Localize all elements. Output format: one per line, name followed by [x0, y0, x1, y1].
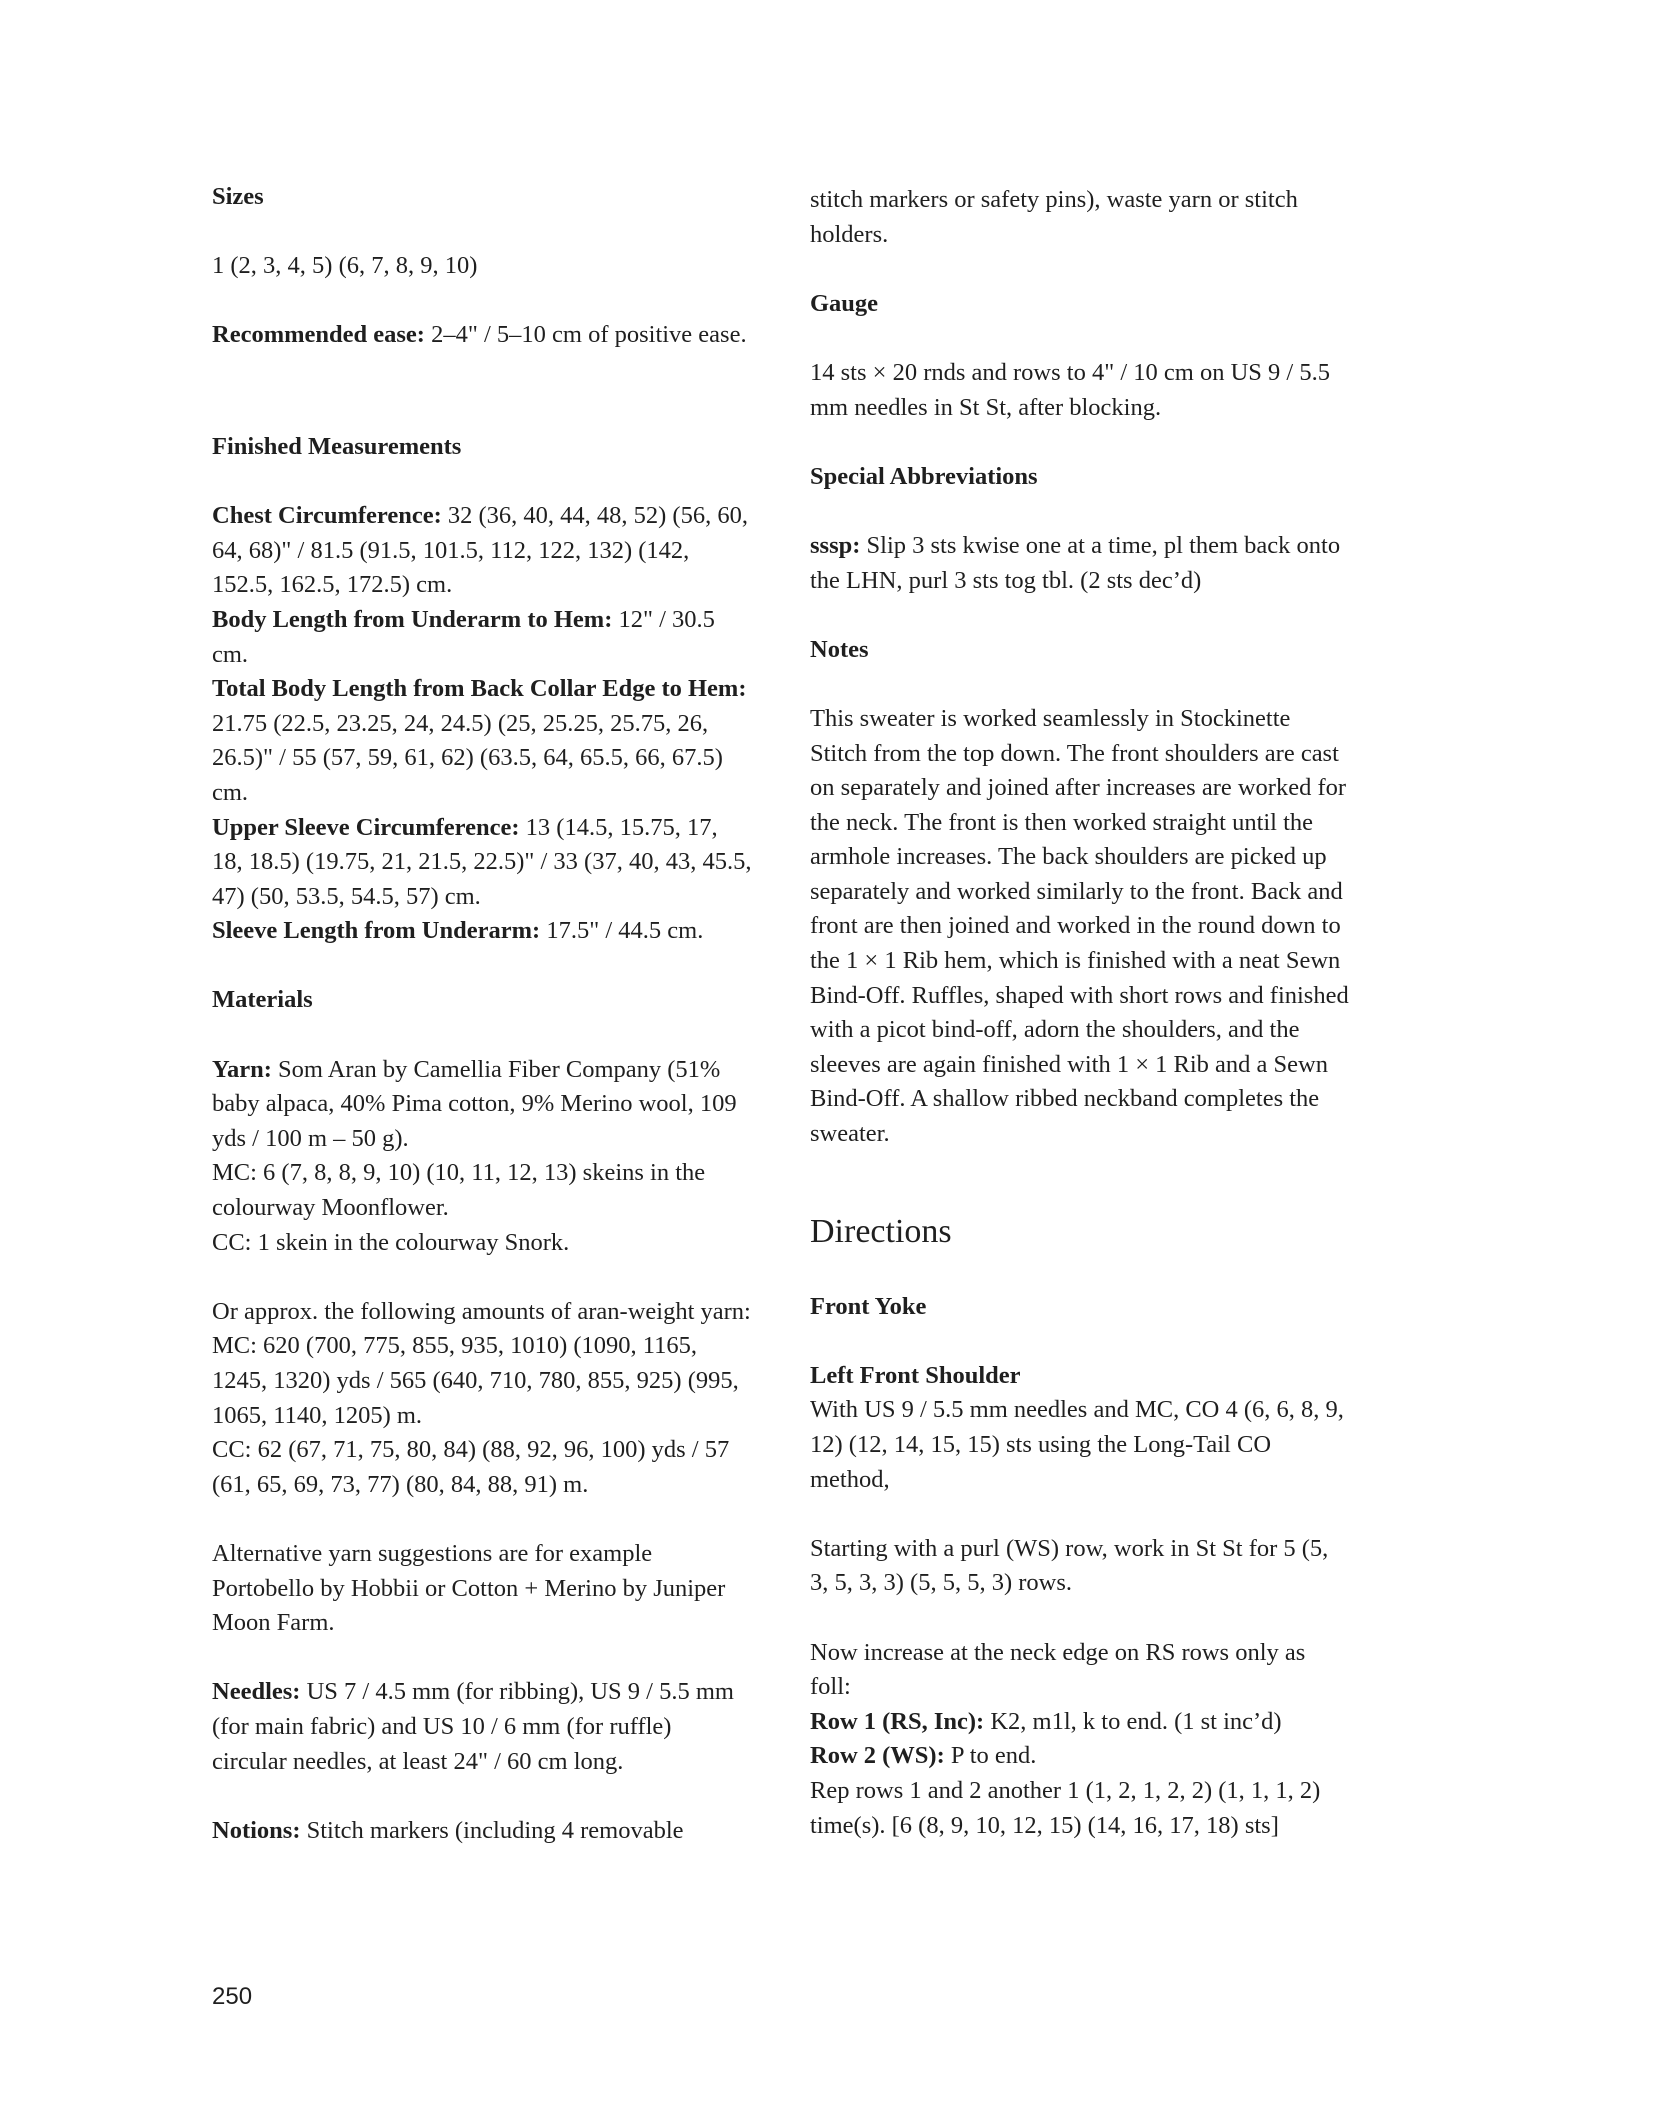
- notions-label: Notions:: [212, 1816, 301, 1844]
- left-front-shoulder-heading: Left Front Shoulder: [810, 1361, 1021, 1389]
- yarn-label: Yarn:: [212, 1055, 272, 1083]
- finished-measurements-heading: Finished Measurements: [212, 432, 462, 460]
- body-length-label: Body Length from Underarm to Hem:: [212, 605, 613, 633]
- page-number: 250: [212, 1983, 253, 2010]
- needles-text: US 7 / 4.5 mm (for ribbing), US 9 / 5.5 mm (for main fabric) and US 10 / 6 mm (for ruffle) circular needles, at least 24" / 60 cm long.: [212, 1678, 734, 1775]
- ease-paragraph: [212, 318, 752, 353]
- row1-text: K2, m1l, k to end. (1 st inc’d): [984, 1707, 1282, 1735]
- notions-text: Stitch markers (including 4 removable: [300, 1816, 684, 1844]
- sizes-text: 1 (2, 3, 4, 5) (6, 7, 8, 9, 10): [212, 252, 478, 280]
- gauge-text: 14 sts × 20 rnds and rows to 4" / 10 cm on US 9 / 5.5 mm needles in St St, after blocking.: [810, 358, 1330, 421]
- body-length-text: 12" / 30.5 cm.: [212, 605, 715, 668]
- special-abbreviations-heading: Special Abbreviations: [810, 462, 1038, 490]
- row1-label: Row 1 (RS, Inc):: [810, 1707, 985, 1735]
- upper-sleeve-paragraph: [212, 811, 752, 915]
- ease-label: Recommended ease:: [212, 321, 425, 349]
- notes-text: This sweater is worked seamlessly in Stockinette Stitch from the top down. The front shoulders are cast on separately and joined after increases are worked for the neck. The front is then worked straight until the armhole increases. The back shoulders are picked up separately and worked similarly to the front. Back and front are then joined and worked in the round down to the 1 × 1 Rib hem, which is finished with a neat Sewn Bind-Off. Ruffles, shaped with short rows and finished with a picot bind-off, adorn the shoulders, and the sleeves are again finished with 1 × 1 Rib and a Sewn Bind-Off. A shallow ribbed neckband completes the sweater.: [810, 704, 1349, 1148]
- front-yoke-heading: Front Yoke: [810, 1292, 927, 1320]
- sleeve-length-label: Sleeve Length from Underarm:: [212, 917, 541, 945]
- right-column: [810, 183, 1350, 1843]
- body-length-paragraph: [212, 603, 752, 672]
- chest-label: Chest Circumference:: [212, 502, 442, 530]
- notes-heading: Notes: [810, 635, 869, 663]
- sizes-heading: Sizes: [212, 183, 264, 210]
- repeat-text: Rep rows 1 and 2 another 1 (1, 2, 1, 2, 2) (1, 1, 1, 2) time(s). [6 (8, 9, 10, 12, 15) (14, 16, 17, 18) sts]: [810, 1776, 1321, 1839]
- upper-sleeve-text: 13 (14.5, 15.75, 17, 18, 18.5) (19.75, 21, 21.5, 22.5)" / 33 (37, 40, 43, 45.5, 47) (50, 53.5, 54.5, 57) cm.: [212, 813, 752, 910]
- approx-text: Or approx. the following amounts of aran-weight yarn:: [212, 1297, 751, 1325]
- sssp-text: Slip 3 sts kwise one at a time, pl them back onto the LHN, purl 3 sts tog tbl. (2 sts dec’d): [810, 531, 1341, 594]
- sssp-label: sssp:: [810, 531, 861, 559]
- yarn-paragraph: [212, 1053, 752, 1157]
- row2-text: P to end.: [944, 1742, 1037, 1770]
- gauge-heading: Gauge: [810, 289, 879, 317]
- total-length-paragraph: [212, 672, 752, 810]
- ease-text: 2–4" / 5–10 cm of positive ease.: [424, 321, 747, 349]
- row2-label: Row 2 (WS):: [810, 1742, 945, 1770]
- total-length-label: Total Body Length from Back Collar Edge to Hem:: [212, 675, 747, 703]
- sleeve-length-text: 17.5" / 44.5 cm.: [540, 917, 704, 945]
- sleeve-length-paragraph: [212, 914, 752, 949]
- alternative-yarn-text: Alternative yarn suggestions are for example Portobello by Hobbii or Cotton + Merino by Juniper Moon Farm.: [212, 1539, 726, 1637]
- total-length-text: 21.75 (22.5, 23.25, 24, 24.5) (25, 25.25, 25.75, 26, 26.5)" / 55 (57, 59, 61, 62) (63.5, 64, 65.5, 66, 67.5) cm.: [212, 709, 723, 806]
- cc-text: CC: 1 skein in the colourway Snork.: [212, 1228, 570, 1256]
- directions-heading: Directions: [810, 1212, 952, 1250]
- chest-text: 32 (36, 40, 44, 48, 52) (56, 60, 64, 68)" / 81.5 (91.5, 101.5, 112, 122, 132) (142, 152.5, 162.5, 172.5) cm.: [212, 502, 748, 599]
- row2-paragraph: [810, 1739, 1350, 1774]
- mc-text: MC: 6 (7, 8, 8, 9, 10) (10, 11, 12, 13) skeins in the colourway Moonflower.: [212, 1159, 706, 1222]
- left-column: [212, 180, 752, 1848]
- increase-text: Now increase at the neck edge on RS rows only as foll:: [810, 1638, 1306, 1701]
- needles-paragraph: [212, 1675, 752, 1779]
- materials-heading: Materials: [212, 986, 313, 1014]
- sssp-paragraph: [810, 529, 1350, 598]
- left-front-shoulder-text: With US 9 / 5.5 mm needles and MC, CO 4 (6, 6, 8, 9, 12) (12, 14, 15, 15) sts using the Long-Tail CO method,: [810, 1396, 1344, 1493]
- upper-sleeve-label: Upper Sleeve Circumference:: [212, 813, 520, 841]
- notions-paragraph: [212, 1814, 752, 1849]
- notions-continued-text: stitch markers or safety pins), waste yarn or stitch holders.: [810, 186, 1298, 248]
- needles-label: Needles:: [212, 1678, 301, 1706]
- yarn-text: Som Aran by Camellia Fiber Company (51% baby alpaca, 40% Pima cotton, 9% Merino wool, 109 yds / 100 m – 50 g).: [212, 1055, 737, 1152]
- row1-paragraph: [810, 1705, 1350, 1740]
- approx-cc-text: CC: 62 (67, 71, 75, 80, 84) (88, 92, 96, 100) yds / 57 (61, 65, 69, 73, 77) (80, 84, 88, 91) m.: [212, 1436, 730, 1498]
- purl-text: Starting with a purl (WS) row, work in St St for 5 (5, 3, 5, 3, 3) (5, 5, 5, 3) rows.: [810, 1534, 1329, 1597]
- approx-mc-text: MC: 620 (700, 775, 855, 935, 1010) (1090, 1165, 1245, 1320) yds / 565 (640, 710, 780, 855, 925) (995, 1065, 1140, 1205) m.: [212, 1332, 739, 1429]
- chest-paragraph: [212, 499, 752, 603]
